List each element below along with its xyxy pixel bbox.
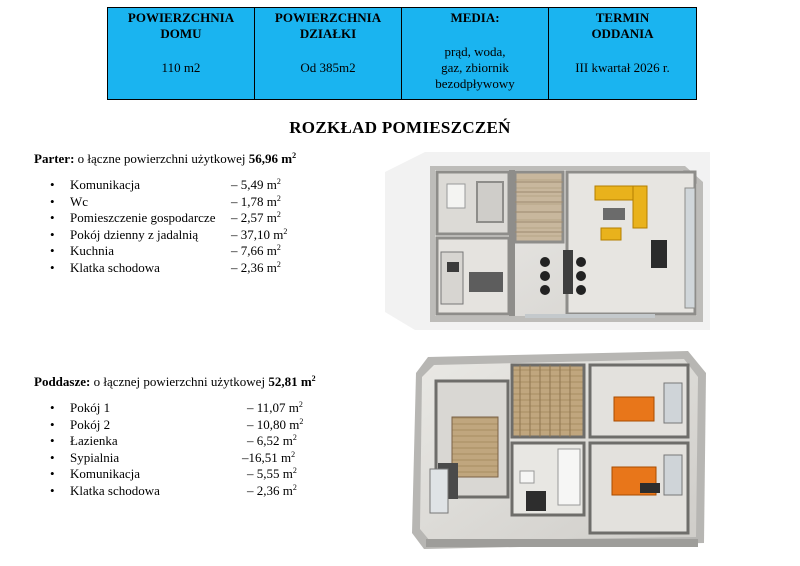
ground-floor-label: Parter: [34,151,75,166]
list-item: • Łazienka – 6,52 $m^2$ [50,433,297,448]
house-area-header-2: DOMU [160,26,202,41]
room-area: – 5,55 $m^2$ [247,466,297,481]
room-name: Łazienka [70,433,118,448]
ground-floor-plan-render [385,152,710,330]
room-name: Wc [70,193,89,209]
room-area: – 2,36 $m^2$ [247,482,297,498]
completion-header-2: ODDANIA [591,26,654,41]
plot-area-header-1: POWIERZCHNIA [274,10,382,25]
attic-room-list [50,400,340,499]
list-item: • Pokój dzienny z jadalnią – 37,10 $m^2$ [50,226,288,242]
room-area: – 7,66 $m^2$ [231,243,281,258]
list-item: • Wc – 1,78 $m^2$ [50,193,281,209]
list-item: • Pokój 2 – 10,80 $m^2$ [50,416,304,432]
room-name: Pokój 1 [70,400,111,415]
ground-floor-total: 56,96 $m^2$ [248,151,297,166]
attic-plan-render [408,343,710,557]
utilities-value-3: bezodpływowy [435,76,515,91]
room-area: – 2,36 $m^2$ [231,259,281,275]
completion-header-1: TERMIN [595,10,650,25]
house-area-header-1: POWIERZCHNIA [127,10,235,25]
room-area: – 37,10 $m^2$ [231,226,288,242]
toilet-icon [447,184,465,208]
plot-area-cell [255,8,402,100]
room-name: Komunikacja [70,466,141,481]
list-item: • Komunikacja – 5,55 $m^2$ [50,466,297,481]
ground-floor-room-list [50,177,330,276]
room-name: Sypialnia [70,449,120,465]
attic-heading [34,374,316,390]
room-area: – 10,80 $m^2$ [247,416,304,432]
info-table [107,7,697,100]
list-item: • Kuchnia – 7,66 $m^2$ [50,243,281,258]
page-title: ROZKŁAD POMIESZCZEŃ [289,118,511,137]
plot-area-header-2: DZIAŁKI [299,26,357,41]
room-name: Kuchnia [70,243,115,258]
attic-total: 52,81 $m^2$ [268,374,316,389]
room-name: Komunikacja [70,177,141,192]
room-area: – 1,78 $m^2$ [231,193,281,209]
room-name: Pokój dzienny z jadalnią [70,226,199,242]
list-item: • Klatka schodowa – 2,36 $m^2$ [50,482,297,498]
house-area-cell [108,8,255,100]
utilities-header: MEDIA: [450,10,500,25]
utilities-value-1: prąd, woda, [444,44,506,59]
bathtub-icon [558,449,580,505]
list-item: • Pokój 1 – 11,07 $m^2$ [50,400,303,415]
list-item: • Sypialnia –16,51 $m^2$ [50,449,296,465]
room-name: Klatka schodowa [70,259,160,275]
attic-description: o łącznej powierzchni użytkowej [90,374,269,389]
attic-label: Poddasze: [34,374,91,389]
room-name: Pomieszczenie gospodarcze [70,210,216,225]
utilities-value-2: gaz, zbiornik [441,60,509,75]
room-area: – 11,07 $m^2$ [247,400,303,415]
room-area: – 6,52 $m^2$ [247,433,297,448]
list-item: • Pomieszczenie gospodarcze – 2,57 $m^2$ [50,210,281,225]
room-area: – 5,49 $m^2$ [231,177,281,192]
room-area: –16,51 $m^2$ [242,449,296,465]
utilities-cell [402,8,549,100]
house-area-value: 110 m2 [161,60,201,75]
list-item: • Komunikacja – 5,49 $m^2$ [50,177,281,192]
completion-value: III kwartał 2026 r. [575,60,670,75]
room-name: Klatka schodowa [70,482,160,498]
plot-area-value: Od 385m2 [300,60,356,75]
ground-floor-description: o łączne powierzchni użytkowej [74,151,249,166]
completion-cell [549,8,697,100]
ground-floor-heading [34,151,296,167]
room-name: Pokój 2 [70,416,111,432]
rug-icon [614,397,654,421]
room-area: – 2,57 $m^2$ [231,210,281,225]
bed-icon [452,417,498,477]
list-item: • Klatka schodowa – 2,36 $m^2$ [50,259,281,275]
